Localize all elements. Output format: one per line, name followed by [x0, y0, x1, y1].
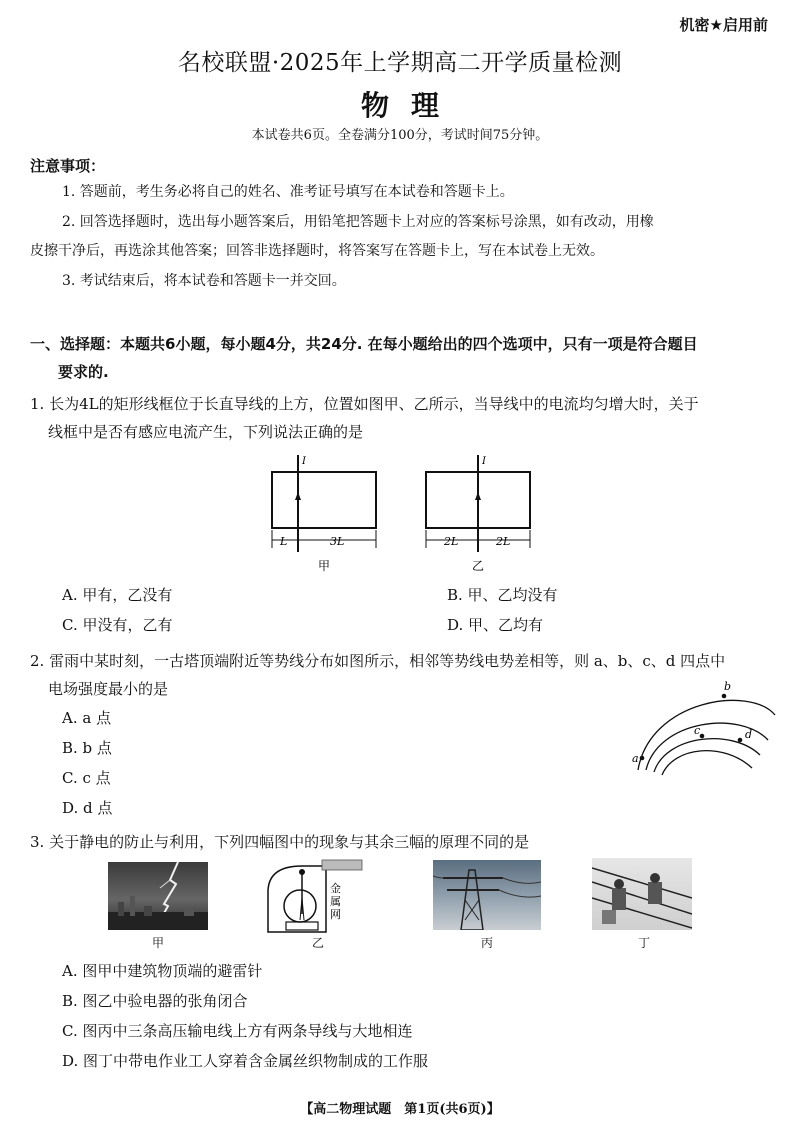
notice-item-3: 3. 考试结束后，将本试卷和答题卡一并交回。	[62, 273, 346, 289]
q3-option-d: D. 图丁中带电作业工人穿着含金属丝织物制成的工作服	[62, 1052, 429, 1070]
q1-figure	[260, 452, 550, 577]
point-b	[722, 694, 727, 699]
q1-option-a: A. 甲有，乙没有	[62, 586, 173, 604]
q1-option-b: B. 甲、乙均没有	[447, 586, 558, 604]
q2-option-a: A. a 点	[62, 709, 112, 727]
q1-option-d: D. 甲、乙均有	[447, 616, 544, 634]
notice-item-1: 1. 答题前，考生务必将自己的姓名、准考证号填写在本试卷和答题卡上。	[62, 184, 514, 200]
label-a: a	[632, 752, 639, 765]
label-b: b	[724, 680, 732, 693]
current-label-jia: I	[302, 456, 306, 467]
q1-figure-jia	[272, 455, 376, 573]
label-c: c	[694, 724, 701, 737]
q3-caption-bing: 丙	[481, 936, 494, 950]
page-footer: 【高二物理试题 第1页(共6页)】	[300, 1102, 500, 1117]
point-c	[700, 734, 705, 739]
label-d: d	[745, 728, 753, 741]
mesh-label-1: 金	[330, 882, 341, 895]
section-heading	[30, 330, 778, 386]
section-heading-line-1: 一、选择题：本题共6小题，每小题4分，共24分. 在每小题给出的四个选项中，只有一项是符合题目	[30, 335, 698, 353]
power-tower-photo	[433, 860, 541, 930]
confidential-mark: 机密★启用前	[679, 16, 768, 34]
point-d	[738, 738, 743, 743]
caption-jia: 甲	[318, 559, 331, 573]
q2-option-c: C. c 点	[62, 769, 111, 787]
q2-stem-line-2: 电场强度最小的是	[48, 680, 169, 698]
current-arrow-jia	[295, 492, 301, 500]
section-heading-line-2: 要求的.	[58, 363, 109, 381]
q2-equipotential-figure	[620, 680, 780, 780]
exam-info: 本试卷共6页。全卷满分100分，考试时间75分钟。	[251, 128, 549, 143]
electroscope-in-mesh	[262, 858, 372, 934]
q2-option-d: D. d 点	[62, 799, 113, 817]
q3-caption-ding: 丁	[638, 936, 651, 950]
dim-left-yi: 2L	[444, 535, 459, 548]
q3-option-c: C. 图丙中三条高压输电线上方有两条导线与大地相连	[62, 1022, 413, 1040]
q1-figure-yi	[426, 455, 530, 573]
q1-option-c: C. 甲没有，乙有	[62, 616, 173, 634]
wire-frame-jia	[272, 472, 376, 528]
live-line-workers-photo	[592, 858, 692, 930]
q2-option-b: B. b 点	[62, 739, 112, 757]
lightning-photo	[108, 862, 208, 930]
notice-title: 注意事项：	[30, 157, 106, 175]
exam-title: 名校联盟·2025年上学期高二开学质量检测	[177, 50, 623, 76]
q3-option-a: A. 图甲中建筑物顶端的避雷针	[62, 962, 263, 980]
q3-caption-yi: 乙	[312, 936, 325, 950]
q3-stem: 3. 关于静电的防止与利用，下列四幅图中的现象与其余三幅的原理不同的是	[30, 833, 530, 851]
q1-stem-line-1: 1. 长为4L的矩形线框位于长直导线的上方，位置如图甲、乙所示，当导线中的电流均匀增大时，关于	[30, 395, 699, 413]
notice-item-2-line-1: 2. 回答选择题时，选出每小题答案后，用铅笔把答题卡上对应的答案标号涂黑，如有改动，用橡	[62, 214, 654, 230]
current-arrow-yi	[475, 492, 481, 500]
dim-left-jia: L	[280, 535, 288, 548]
current-label-yi: I	[482, 456, 486, 467]
q3-option-b: B. 图乙中验电器的张角闭合	[62, 992, 248, 1010]
q3-caption-jia: 甲	[152, 936, 165, 950]
point-a	[640, 756, 645, 761]
dim-right-yi: 2L	[496, 535, 511, 548]
subject-title: 物理	[360, 89, 461, 122]
mesh-label-2: 属	[330, 895, 341, 908]
q2-stem-line-1: 2. 雷雨中某时刻，一古塔顶端附近等势线分布如图所示，相邻等势线电势差相等，则 a、b、c、d 四点中	[30, 652, 726, 670]
caption-yi: 乙	[472, 559, 485, 573]
dim-right-jia: 3L	[330, 535, 345, 548]
mesh-label-3: 网	[330, 908, 341, 921]
q1-stem-line-2: 线框中是否有感应电流产生，下列说法正确的是	[48, 423, 364, 441]
notice-item-2-line-2: 皮擦干净后，再选涂其他答案；回答非选择题时，将答案写在答题卡上，写在本试卷上无效。	[30, 243, 604, 259]
